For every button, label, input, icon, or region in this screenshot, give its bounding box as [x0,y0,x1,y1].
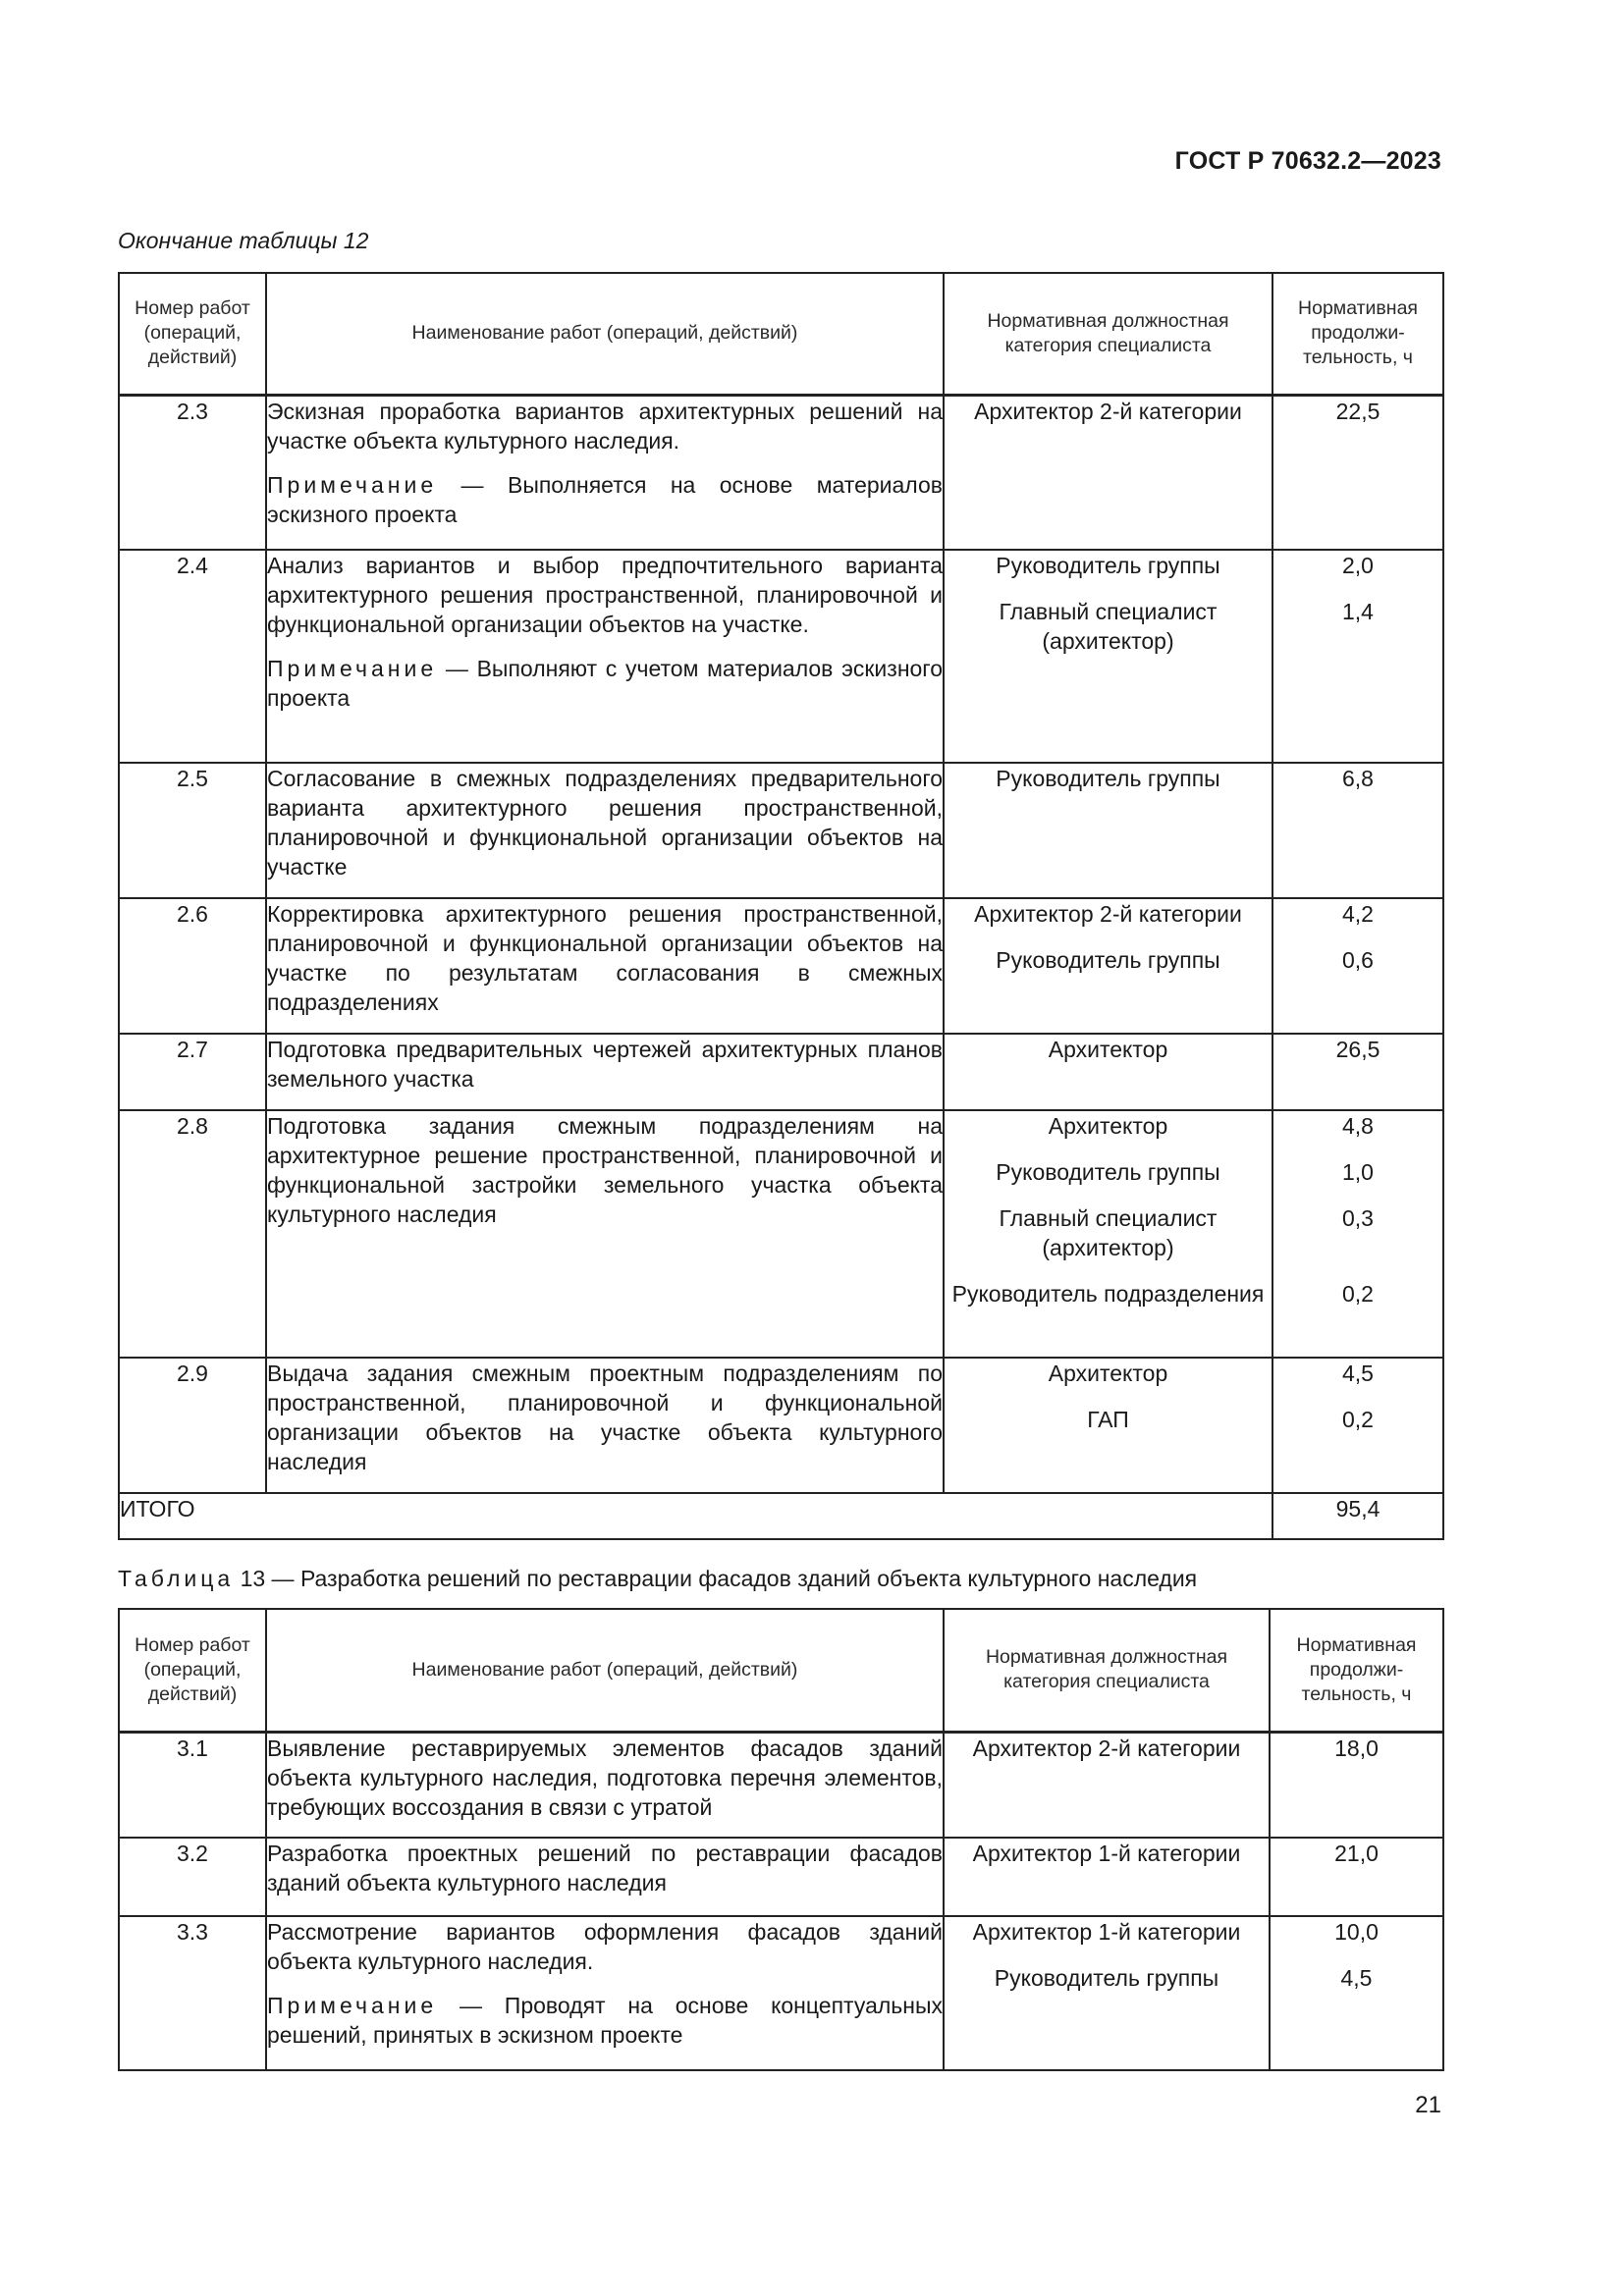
row-number: 2.5 [119,763,266,898]
table-row [119,1916,1443,2070]
specialist-category [944,1110,1272,1358]
note-text: — Проводят на основе концептуальных решений, принятых в эскизном проекте [267,1993,943,2048]
row-number: 2.6 [119,898,266,1034]
duration [1272,898,1443,1034]
category-item: Руководитель группы [996,947,1220,973]
category-item: Архитектор 2-й категории [972,1735,1241,1761]
duration-value: 26,5 [1335,1037,1380,1062]
specialist-category [944,550,1272,763]
work-name [266,395,944,550]
total-value: 95,4 [1272,1493,1443,1539]
duration [1270,1838,1443,1916]
work-name [266,1732,944,1838]
table-row [119,1110,1443,1358]
category-item: Руководитель группы [996,1159,1220,1185]
note [267,470,943,529]
work-description: Эскизная проработка вариантов архитектурных решений на участке объекта культурного наследия. [267,398,943,454]
specialist-category [944,1916,1270,2070]
note [267,1991,943,2050]
category-item: Главный специалист (архитектор) [999,599,1218,654]
table13-caption [118,1566,1197,1592]
specialist-category [944,898,1272,1034]
duration [1270,1732,1443,1838]
note-text: — Выполняется на основе материалов эскизного проекта [267,471,943,527]
table-12 [118,272,1444,1540]
category-item: Архитектор 1-й категории [972,1919,1241,1945]
note-label: Примечание [267,1993,438,2018]
note-text: — Выполняют с учетом материалов эскизного проекта [267,656,943,711]
duration [1272,550,1443,763]
duration-value: 10,0 [1334,1919,1379,1945]
row-number: 3.3 [119,1916,266,2070]
row-number: 2.9 [119,1358,266,1493]
duration-value: 21,0 [1334,1841,1379,1866]
duration-value: 22,5 [1335,398,1380,424]
duration-value: 6,8 [1342,766,1374,791]
work-name [266,898,944,1034]
duration-value: 4,5 [1340,1965,1373,1991]
specialist-category [944,1358,1272,1493]
duration-value: 1,0 [1342,1159,1374,1185]
category-item: Архитектор 2-й категории [974,901,1242,927]
column-header-category: Нормативная должностная категория специалиста [944,1609,1270,1732]
column-header-number: Номер работ (операций, действий) [119,1609,266,1732]
work-name [266,1358,944,1493]
note-label: Примечание [267,656,438,681]
table13-caption-text: 13 — Разработка решений по реставрации фасадов зданий объекта культурного наследия [234,1566,1198,1591]
duration [1272,1358,1443,1493]
work-description: Согласование в смежных подразделениях предварительного варианта архитектурного решения пространственной, планировочной и функциональной организации объектов на участке [267,766,943,880]
duration [1272,763,1443,898]
table-row [119,1838,1443,1916]
table-row [119,898,1443,1034]
table-row [119,395,1443,550]
row-number: 3.1 [119,1732,266,1838]
work-name [266,763,944,898]
work-description: Рассмотрение вариантов оформления фасадов зданий объекта культурного наследия. [267,1919,943,1974]
column-header-name: Наименование работ (операций, действий) [266,1609,944,1732]
work-name [266,1916,944,2070]
duration [1272,1034,1443,1110]
table-row [119,1358,1443,1493]
note-label: Примечание [267,471,438,498]
category-item: Архитектор 2-й категории [974,398,1242,424]
category-item: Архитектор [1048,1113,1168,1139]
specialist-category [944,1838,1270,1916]
row-number: 2.3 [119,395,266,550]
duration-value: 18,0 [1334,1735,1379,1761]
column-header-duration: Нормативная продолжи-тельность, ч [1270,1609,1443,1732]
work-description: Корректировка архитектурного решения пространственной, планировочной и функциональной организации объектов на участке по результатам согласования в смежных подразделениях [267,901,943,1015]
category-item: Архитектор 1-й категории [972,1841,1241,1866]
category-item: ГАП [1087,1407,1129,1432]
work-description: Выдача задания смежным проектным подразделениям по пространственной, планировочной и функциональной организации объектов на участке объекта культурного наследия [267,1361,943,1474]
column-header-number: Номер работ (операций, действий) [119,273,266,395]
row-number: 2.4 [119,550,266,763]
work-name [266,550,944,763]
duration-value: 0,2 [1342,1281,1374,1307]
specialist-category [944,395,1272,550]
work-description: Выявление реставрируемых элементов фасадов зданий объекта культурного наследия, подготовка перечня элементов, требующих воссоздания в связи с утратой [267,1735,943,1820]
category-item: Архитектор [1048,1037,1168,1062]
work-description: Разработка проектных решений по реставрации фасадов зданий объекта культурного наследия [267,1841,943,1896]
category-item: Главный специалист (архитектор) [999,1205,1218,1260]
specialist-category [944,1732,1270,1838]
column-header-name: Наименование работ (операций, действий) [266,273,944,395]
work-description: Подготовка задания смежным подразделениям на архитектурное решение пространственной, планировочной и функциональной застройки земельного участка объекта культурного наследия [267,1113,943,1227]
duration-value: 4,2 [1342,901,1374,927]
note [267,654,943,713]
column-header-duration: Нормативная продолжи-тельность, ч [1272,273,1443,395]
duration [1272,1110,1443,1358]
work-description: Анализ вариантов и выбор предпочтительного варианта архитектурного решения пространственной, планировочной и функциональной организации объектов на участке. [267,553,943,637]
row-number: 2.8 [119,1110,266,1358]
row-number: 2.7 [119,1034,266,1110]
row-number: 3.2 [119,1838,266,1916]
work-description: Подготовка предварительных чертежей архитектурных планов земельного участка [267,1037,943,1092]
category-item: Руководитель группы [994,1965,1219,1991]
category-item: Руководитель группы [996,553,1220,578]
specialist-category [944,763,1272,898]
table13-caption-prefix: Таблица [118,1566,235,1591]
category-item: Руководитель подразделения [951,1281,1265,1307]
document-code: ГОСТ Р 70632.2—2023 [1174,147,1441,175]
duration-value: 0,2 [1342,1407,1374,1432]
specialist-category [944,1034,1272,1110]
duration-value: 1,4 [1342,599,1374,624]
table-row [119,763,1443,898]
column-header-category: Нормативная должностная категория специалиста [944,273,1272,395]
duration-value: 4,8 [1342,1113,1374,1139]
table-row [119,550,1443,763]
duration [1272,395,1443,550]
duration-value: 0,6 [1342,947,1374,973]
work-name [266,1034,944,1110]
category-item: Руководитель группы [996,766,1220,791]
table12-caption: Окончание таблицы 12 [118,228,369,253]
duration-value: 0,3 [1342,1205,1374,1231]
total-label: ИТОГО [119,1493,1272,1539]
work-name [266,1838,944,1916]
category-item: Архитектор [1048,1361,1168,1386]
table-row [119,1034,1443,1110]
duration-value: 2,0 [1342,553,1374,578]
total-row [119,1493,1443,1539]
duration-value: 4,5 [1342,1361,1374,1386]
duration [1270,1916,1443,2070]
table-row [119,1732,1443,1838]
table-13 [118,1608,1444,2071]
work-name [266,1110,944,1358]
page-number: 21 [1415,2092,1441,2118]
